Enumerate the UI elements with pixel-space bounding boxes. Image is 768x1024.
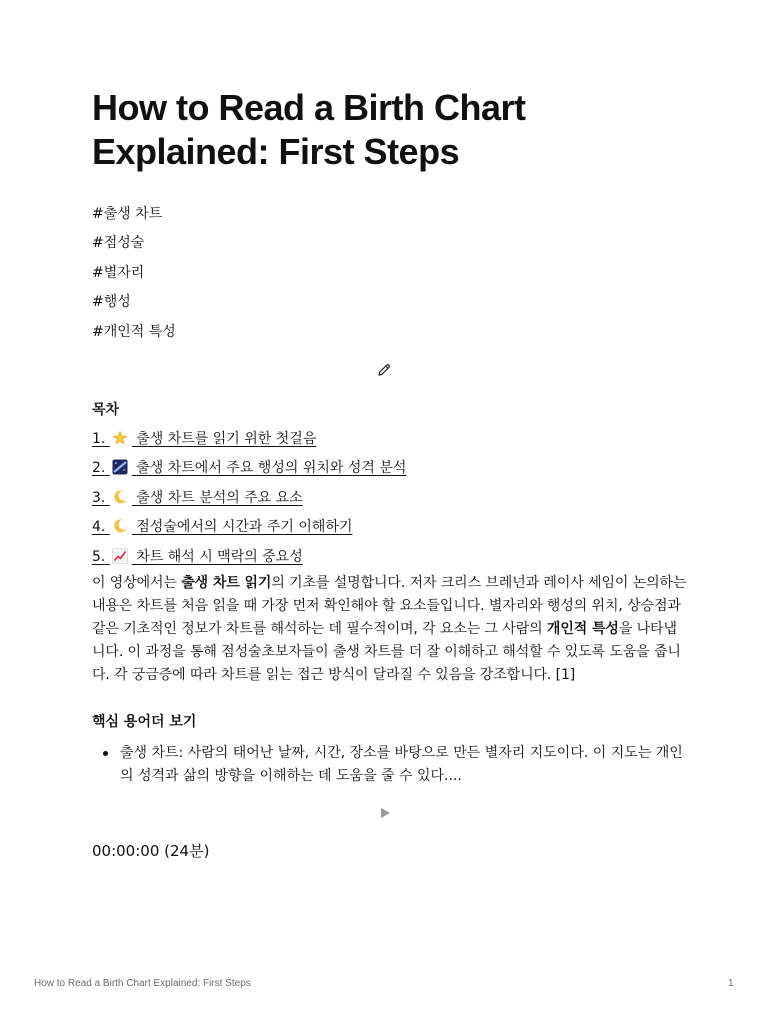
list-item: 출생 차트: 사람의 태어난 날짜, 시간, 장소를 바탕으로 만든 별자리 지도이다. 이 지도는 개인의 성격과 삶의 방향을 이해하는 데 도움을 줄 수 있다.... — [92, 742, 688, 788]
document-title: How to Read a Birth Chart Explained: First Steps — [92, 87, 526, 172]
crescent-moon-icon — [112, 518, 128, 534]
pencil-icon[interactable] — [376, 362, 392, 378]
toc-number: 3. — [92, 489, 106, 506]
tag[interactable]: #별자리 — [92, 264, 145, 281]
toc-label: 점성술에서의 시간과 주기 이해하기 — [136, 519, 353, 536]
toc-label: 차트 해석 시 맥락의 중요성 — [136, 548, 303, 565]
key-terms-heading: 핵심 용어더 보기 — [92, 714, 197, 730]
toc-number: 1. — [92, 431, 106, 447]
toc-item-5[interactable] — [92, 546, 406, 575]
summary-text: 을 나타냅니다. 이 과정을 통해 점성술초보자들이 출생 차트를 더 잘 이해하고 해석할 수 있도록 도움을 줍니다. 각 궁금증에 따라 차트를 읽는 접근 방식이 달라질 수 있음을 강조합니다. [1] — [92, 621, 681, 683]
crescent-moon-icon — [112, 489, 128, 505]
toc-number: 2. — [92, 460, 106, 477]
toc-heading: 목차 — [92, 402, 120, 418]
summary-paragraph — [92, 572, 688, 687]
toc-item-4[interactable] — [92, 516, 406, 545]
toc-item-2[interactable] — [92, 457, 406, 486]
toc-number: 4. — [92, 519, 106, 536]
toc-label: 출생 차트를 읽기 위한 첫걸음 — [136, 431, 317, 447]
summary-text: 이 영상에서는 — [92, 575, 182, 591]
summary-bold-term: 출생 차트 읽기 — [181, 575, 272, 591]
page-number: 1 — [728, 978, 734, 989]
toc-item-1[interactable] — [92, 428, 406, 457]
toc-number: 5. — [92, 548, 106, 565]
glowing-star-icon — [112, 430, 128, 446]
chart-increasing-icon — [112, 548, 128, 564]
milky-way-icon — [112, 459, 128, 475]
tag[interactable]: #행성 — [92, 294, 131, 311]
play-icon[interactable] — [378, 806, 392, 820]
footer-title: How to Read a Birth Chart Explained: First Steps — [34, 978, 251, 989]
table-of-contents — [92, 428, 406, 575]
summary-text: 의 기초를 설명합니다. 저자 크리스 브레넌과 레이사 세임이 논의하는 내용은 차트를 처음 읽을 때 가장 먼저 확인해야 할 요소들입니다. 별자리와 행성의 위치, 상승점과 같은 기초적인 정보가 차트를 해석하는 데 필수적이며, 각 요소는 그 사람의 — [92, 575, 687, 637]
key-terms-list — [92, 742, 688, 788]
tag[interactable]: #개인적 특성 — [92, 323, 176, 340]
video-timestamp: 00:00:00 (24분) — [92, 842, 210, 860]
tag-list — [92, 203, 176, 350]
toc-label: 출생 차트에서 주요 행성의 위치와 성격 분석 — [136, 460, 407, 477]
toc-item-3[interactable] — [92, 487, 406, 516]
summary-bold-term: 개인적 특성 — [546, 621, 619, 637]
tag[interactable]: #점성술 — [92, 235, 145, 252]
toc-label: 출생 차트 분석의 주요 요소 — [136, 489, 303, 506]
tag[interactable]: #출생 차트 — [92, 206, 163, 222]
